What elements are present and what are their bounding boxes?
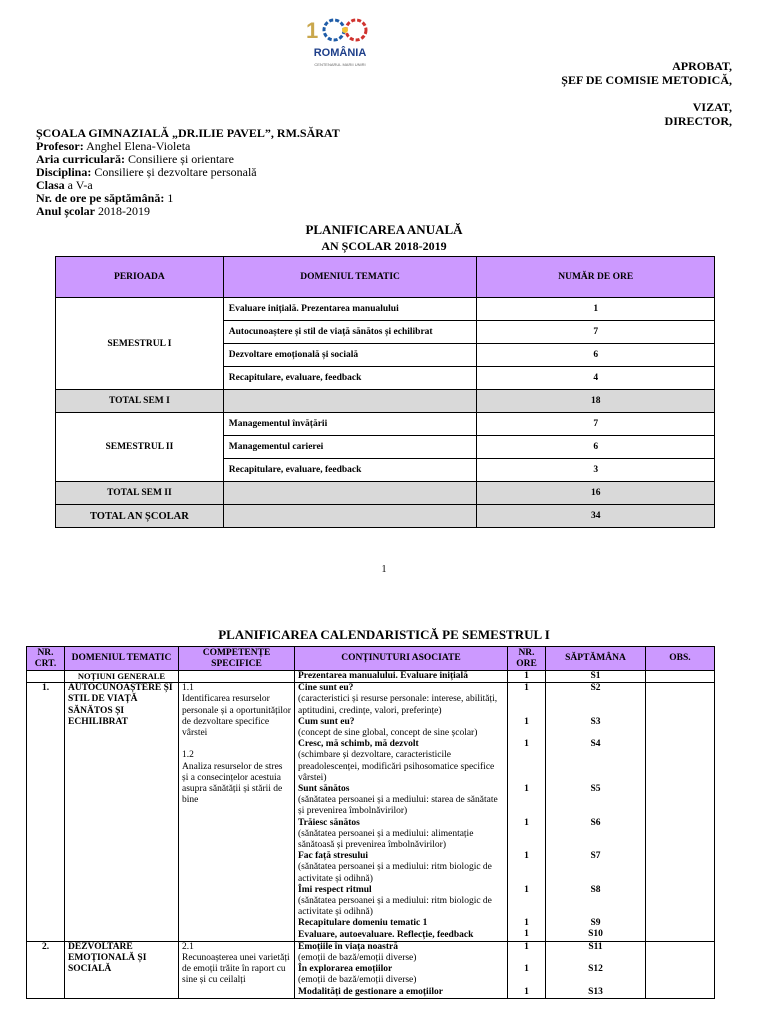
column-header: NR. CRT. <box>27 647 65 671</box>
domain-cell: Managementul carierei <box>223 436 477 459</box>
total-row <box>56 390 715 413</box>
content-cell: Prezentarea manualului. Evaluare inițială <box>295 671 508 683</box>
subject: Consiliere și dezvoltare personală <box>94 165 257 179</box>
total-row <box>56 505 715 528</box>
hours-cell: 1 <box>508 671 546 683</box>
logo-tagline: CENTENARUL MARII UNIRI <box>314 62 366 67</box>
table-row <box>56 413 715 436</box>
content-title: În explorarea emoțiilor <box>298 964 393 975</box>
logo-text: ROMÂNIA <box>313 47 367 59</box>
total-row <box>56 482 715 505</box>
column-header: OBS. <box>646 647 715 671</box>
hours-value: 1 <box>524 964 529 975</box>
week-value: S6 <box>590 817 601 828</box>
school-name: ȘCOALA GIMNAZIALĂ „DR.ILIE PAVEL”, RM.SĂRAT <box>36 126 340 140</box>
content-title: Îmi respect ritmul <box>298 884 372 895</box>
week-value: S5 <box>590 783 601 794</box>
week-value: S9 <box>590 918 601 929</box>
total-value: 34 <box>477 505 715 528</box>
calendar-plan-title: PLANIFICAREA CALENDARISTICĂ PE SEMESTRUL I <box>218 627 550 642</box>
hours-value: 1 <box>524 918 529 929</box>
competence-number: 1.2 <box>182 750 194 761</box>
hours-cell: 1 <box>477 298 715 321</box>
week-value: S2 <box>590 683 601 694</box>
column-header: NR. ORE <box>508 647 546 671</box>
approval-line: VIZAT, <box>692 100 732 114</box>
content-desc: (sănătatea persoanei și a mediului: ritm biologic de activitate și odihnă) <box>298 862 492 884</box>
table-header-row <box>27 647 715 671</box>
annual-plan-table <box>55 256 715 528</box>
content-desc: (sănătatea persoanei și a mediului: starea de sănătate și prevenirea îmbolnăvirilor) <box>298 795 498 817</box>
hours-cell: 3 <box>477 459 715 482</box>
period-cell: SEMESTRUL II <box>56 413 224 482</box>
domain-cell: Recapitulare, evaluare, feedback <box>223 459 477 482</box>
table-row <box>27 941 715 998</box>
empty-cell <box>223 390 477 413</box>
period-cell: SEMESTRUL I <box>56 298 224 390</box>
centenary-logo <box>300 14 380 72</box>
content-cell <box>295 941 508 998</box>
hours-cell: 7 <box>477 321 715 344</box>
label: Nr. de ore pe săptămână: <box>36 191 165 205</box>
row-number: 2. <box>27 941 65 998</box>
week-cell <box>546 941 646 998</box>
label: Disciplina: <box>36 165 92 179</box>
curricular-area: Consiliere și orientare <box>127 152 234 166</box>
week-value: S4 <box>590 739 601 750</box>
week-value: S3 <box>590 716 601 727</box>
hours-value: 1 <box>524 683 529 694</box>
hours-value: 1 <box>524 783 529 794</box>
content-title: Evaluare, autoevaluare. Reflecție, feedback <box>298 929 474 940</box>
week-value: S11 <box>588 941 603 952</box>
domain-cell: Evaluare inițială. Prezentarea manualului <box>223 298 477 321</box>
approval-block <box>561 60 732 128</box>
hours-value: 1 <box>524 884 529 895</box>
content-title: Trăiesc sănătos <box>298 817 360 828</box>
hours-value: 1 <box>524 817 529 828</box>
annual-plan-subtitle: AN ȘCOLAR 2018-2019 <box>321 239 447 253</box>
empty-cell <box>223 505 477 528</box>
competence-text: Identificarea resurselor personale și a oportunităților de dezvoltare specifice vârstei <box>182 694 291 739</box>
table-row <box>56 298 715 321</box>
table-row <box>27 683 715 942</box>
label: Profesor: <box>36 139 84 153</box>
competence-text: Recunoașterea unei varietăți de emoții trăite în raport cu sine și cu ceilalți <box>182 953 290 986</box>
competence-number: 2.1 <box>182 941 194 952</box>
hours-value: 1 <box>524 851 529 862</box>
content-title: Sunt sănătos <box>298 784 350 795</box>
hours-cell: 7 <box>477 413 715 436</box>
content-title: Cine sunt eu? <box>298 683 354 694</box>
week-value: S7 <box>590 851 601 862</box>
obs-cell <box>646 683 715 942</box>
label: Aria curriculară: <box>36 152 125 166</box>
content-desc: (concept de sine global, concept de sine școlar) <box>298 728 478 739</box>
empty-cell <box>646 671 715 683</box>
svg-text:1: 1 <box>306 18 319 43</box>
competences-cell <box>179 941 295 998</box>
content-cell <box>295 683 508 942</box>
teacher-name: Anghel Elena-Violeta <box>86 139 191 153</box>
annual-plan-title: PLANIFICAREA ANUALĂ <box>305 222 463 237</box>
calendar-plan-table <box>26 646 715 999</box>
content-desc: (emoții de bază/emoții diverse) <box>298 975 417 986</box>
hours-value: 1 <box>524 716 529 727</box>
total-label: TOTAL SEM I <box>56 390 224 413</box>
table-header-row <box>56 257 715 298</box>
column-header: CONȚINUTURI ASOCIATE <box>295 647 508 671</box>
hours-value: 1 <box>524 929 529 940</box>
domain-cell: Dezvoltare emoțională și socială <box>223 344 477 367</box>
content-title: Fac față stresului <box>298 851 369 862</box>
row-number: 1. <box>27 683 65 942</box>
hours-cell <box>508 683 546 942</box>
approval-line: DIRECTOR, <box>664 113 732 128</box>
total-value: 18 <box>477 390 715 413</box>
domain-cell: Managementul învățării <box>223 413 477 436</box>
approval-line: ȘEF DE COMISIE METODICĂ, <box>561 72 732 87</box>
content-desc: (sănătatea persoanei și a mediului: ritm biologic de activitate și odihnă) <box>298 896 492 918</box>
hours-cell: 6 <box>477 436 715 459</box>
column-header: NUMĂR DE ORE <box>477 257 715 298</box>
week-value: S12 <box>588 964 603 975</box>
approval-line: APROBAT, <box>672 59 732 73</box>
content-title: Modalități de gestionare a emoțiilor <box>298 986 443 997</box>
column-header: PERIOADA <box>56 257 224 298</box>
total-label: TOTAL SEM II <box>56 482 224 505</box>
content-title: Recapitulare domeniu tematic 1 <box>298 918 428 929</box>
competence-text: Analiza resurselor de stres și a consecințelor acestuia asupra sănătății și stării de bine <box>182 761 283 806</box>
week-cell: S1 <box>546 671 646 683</box>
table-row <box>27 671 715 683</box>
week-value: S13 <box>588 986 603 997</box>
school-year: 2018-2019 <box>98 204 151 218</box>
hours-cell: 6 <box>477 344 715 367</box>
hours-cell <box>508 941 546 998</box>
competences-cell <box>179 683 295 942</box>
week-value: S8 <box>590 884 601 895</box>
content-desc: (schimbare și dezvoltare, caracteristicile preadolescenței, modificări psihosomatice specifice vârstei) <box>298 750 495 783</box>
domain-cell: Autocunoaștere și stil de viață sănătos și echilibrat <box>223 321 477 344</box>
column-header: DOMENIUL TEMATIC <box>65 647 179 671</box>
hours-value: 1 <box>524 941 529 952</box>
column-header: COMPETENȚE SPECIFICE <box>179 647 295 671</box>
empty-cell <box>179 671 295 683</box>
label: Anul școlar <box>36 204 96 218</box>
hours-value: 1 <box>524 739 529 750</box>
weekly-hours: 1 <box>167 191 174 205</box>
content-desc: (caracteristici și resurse personale: interese, abilități, aptitudini, credințe, valori, preferințe) <box>298 694 498 716</box>
content-title: Cum sunt eu? <box>298 716 355 727</box>
week-cell <box>546 683 646 942</box>
content-title: Emoțiile în viața noastră <box>298 941 399 952</box>
column-header: DOMENIUL TEMATIC <box>223 257 477 298</box>
column-header: SĂPTĂMÂNA <box>546 647 646 671</box>
domain-cell: AUTOCUNOAȘTERE ȘI STIL DE VIAȚĂ SĂNĂTOS ȘI ECHILIBRAT <box>65 683 179 942</box>
empty-cell <box>223 482 477 505</box>
page-number: 1 <box>381 564 387 575</box>
domain-cell: Recapitulare, evaluare, feedback <box>223 367 477 390</box>
hours-value: 1 <box>524 986 529 997</box>
domain-cell: NOȚIUNI GENERALE <box>65 671 179 683</box>
competence-number: 1.1 <box>182 683 194 694</box>
class: a V-a <box>67 178 93 192</box>
week-value: S10 <box>588 929 603 940</box>
empty-cell <box>27 671 65 683</box>
content-desc: (emoții de bază/emoții diverse) <box>298 953 417 964</box>
content-title: Cresc, mă schimb, mă dezvolt <box>298 739 419 750</box>
hours-cell: 4 <box>477 367 715 390</box>
domain-cell: DEZVOLTARE EMOȚIONALĂ ȘI SOCIALĂ <box>65 941 179 998</box>
school-info <box>36 127 340 218</box>
content-desc: (sănătatea persoanei și a mediului: alimentație sănătoasă și prevenirea îmbolnăvirilor) <box>298 828 474 851</box>
label: Clasa <box>36 178 65 192</box>
total-value: 16 <box>477 482 715 505</box>
obs-cell <box>646 941 715 998</box>
total-label: TOTAL AN ȘCOLAR <box>56 505 224 528</box>
